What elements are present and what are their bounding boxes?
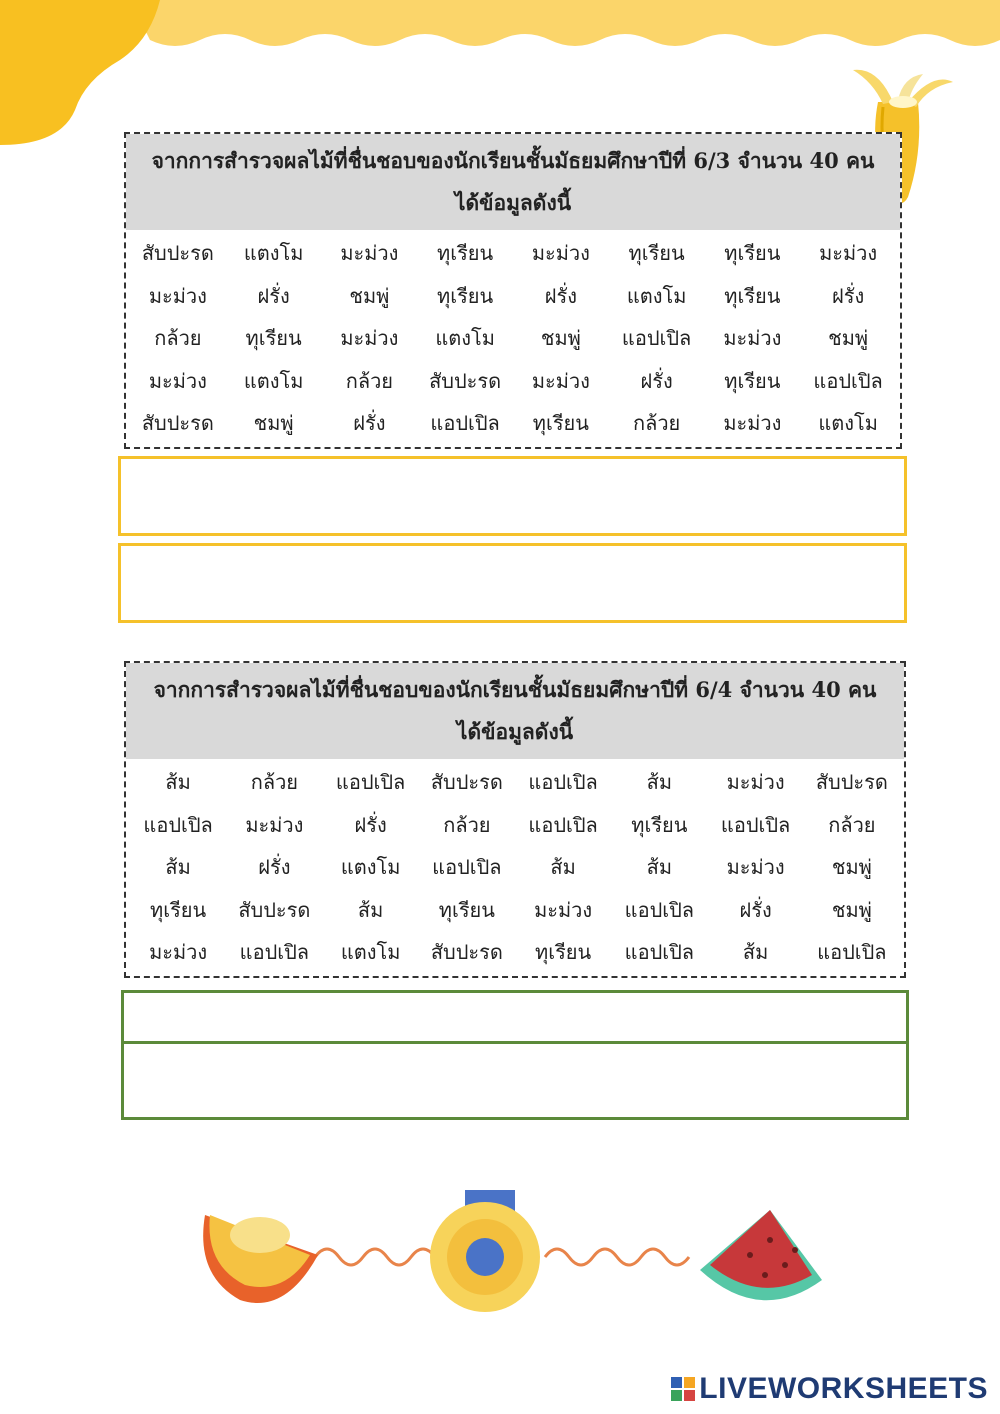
survey-title [126,663,904,759]
data-cell: ทุเรียน [245,326,302,350]
data-cell: มะม่วง [340,326,399,350]
data-cell: แอปเปิล [817,940,887,964]
data-cell: ทุเรียน [724,368,781,393]
survey-table-2 [124,661,906,978]
data-cell: ชมพู่ [253,411,294,435]
logo-badge-icon [671,1377,695,1401]
survey-data-grid [126,230,900,447]
data-cell: สับปะรด [429,368,502,393]
data-cell: มะม่วง [726,770,785,794]
data-cell: ทุเรียน [438,897,495,922]
data-cell: สับปะรด [815,770,888,794]
survey-title-line2: ได้ข้อมูลดังนี้ [456,719,574,744]
data-cell: ทุเรียน [628,241,685,265]
data-cell: ชมพู่ [540,326,581,350]
data-cell: แอปเปิล [430,411,500,435]
data-cell: ฝรั่ง [257,283,290,308]
data-cell: แอปเปิล [813,368,883,393]
survey-data-grid [126,759,904,976]
data-cell: มะม่วง [726,855,785,879]
data-cell: ฝรั่ง [544,283,577,308]
data-cell: แอปเปิล [432,855,502,879]
data-cell: กล้วย [345,368,394,393]
data-cell: ฝรั่ง [739,897,772,922]
liveworksheets-logo [671,1372,988,1406]
data-cell: ชมพู่ [349,283,390,308]
data-cell: มะม่วง [819,241,878,265]
data-cell: ส้ม [165,770,191,794]
data-cell: ชมพู่ [831,897,872,922]
survey-title-line1: จากการสำรวจผลไม้ที่ชื่นชอบของนักเรียนชั้นมัธยมศึกษาปีที่ 6/4 จำนวน 40 คน [153,677,877,702]
data-cell: สับปะรด [238,897,311,922]
data-cell: ฝรั่ง [354,812,387,837]
data-cell: ทุเรียน [631,812,688,837]
survey-title [126,134,900,230]
answer-field[interactable] [121,1041,909,1120]
data-cell: ส้ม [646,770,673,794]
data-cell: แอปเปิล [143,812,213,837]
data-cell: ฝรั่ง [353,411,386,435]
answer-field[interactable] [118,456,907,536]
data-cell: ทุเรียน [535,940,592,964]
orange-slice-icon [203,1215,318,1303]
data-cell: ทุเรียน [437,283,494,308]
data-cell: แตงโม [435,326,495,350]
data-cell: มะม่วง [340,241,399,265]
data-cell: มะม่วง [148,368,207,393]
answer-field[interactable] [118,543,907,623]
data-cell: แตงโม [243,241,304,265]
data-cell: สับปะรด [430,770,503,794]
data-cell: สับปะรด [141,241,214,265]
data-cell: ฝรั่ง [640,368,673,393]
data-cell: แอปเปิล [624,940,695,964]
survey-title-line2: ได้ข้อมูลดังนี้ [454,190,572,215]
survey-table-1 [124,132,902,449]
data-cell: กล้วย [154,326,202,350]
data-cell: แอปเปิล [528,812,598,837]
survey-title-line1: จากการสำรวจผลไม้ที่ชื่นชอบของนักเรียนชั้นมัธยมศึกษาปีที่ 6/3 จำนวน 40 คน [151,148,875,173]
data-cell: แอปเปิล [621,326,692,350]
data-cell: แตงโม [818,411,878,435]
data-cell: มะม่วง [534,897,593,922]
data-cell: ส้ม [165,855,191,879]
data-cell: มะม่วง [149,940,208,964]
data-cell: ทุเรียน [532,411,589,435]
data-cell: มะม่วง [531,368,590,393]
data-cell: แตงโม [340,940,401,964]
data-cell: ฝรั่ง [832,283,865,308]
fruit-garland-decoration [190,1185,830,1325]
data-cell: มะม่วง [531,241,590,265]
data-cell: กล้วย [632,411,681,435]
data-cell: แอปเปิล [720,812,791,837]
pineapple-slice-icon [430,1190,540,1312]
data-cell: ทุเรียน [437,241,494,265]
data-cell: ทุเรียน [150,897,207,922]
data-cell: แอปเปิล [239,940,310,964]
data-cell: แอปเปิล [335,770,406,794]
data-cell: กล้วย [443,812,491,837]
data-cell: มะม่วง [723,326,782,350]
data-cell: แตงโม [626,283,687,308]
data-cell: มะม่วง [723,411,782,435]
data-cell: กล้วย [828,812,876,837]
watermark-text: LIVEWORKSHEETS [699,1372,988,1405]
data-cell: สับปะรด [141,411,214,435]
data-cell: กล้วย [250,770,299,794]
data-cell: แตงโม [243,368,304,393]
data-cell: ส้ม [742,940,769,964]
data-cell: มะม่วง [148,283,207,308]
data-cell: แอปเปิล [624,897,695,922]
data-cell: แตงโม [340,855,401,879]
data-cell: สับปะรด [430,940,503,964]
data-cell: ส้ม [357,897,384,922]
data-cell: แอปเปิล [528,770,598,794]
data-cell: ชมพู่ [831,855,872,879]
data-cell: ทุเรียน [724,241,781,265]
data-cell: ชมพู่ [828,326,869,350]
answer-field[interactable] [121,990,909,1044]
data-cell: ส้ม [646,855,673,879]
data-cell: ฝรั่ง [258,855,291,879]
data-cell: ส้ม [550,855,576,879]
data-cell: มะม่วง [245,812,304,837]
data-cell: ทุเรียน [724,283,781,308]
watermelon-slice-icon [700,1210,822,1300]
